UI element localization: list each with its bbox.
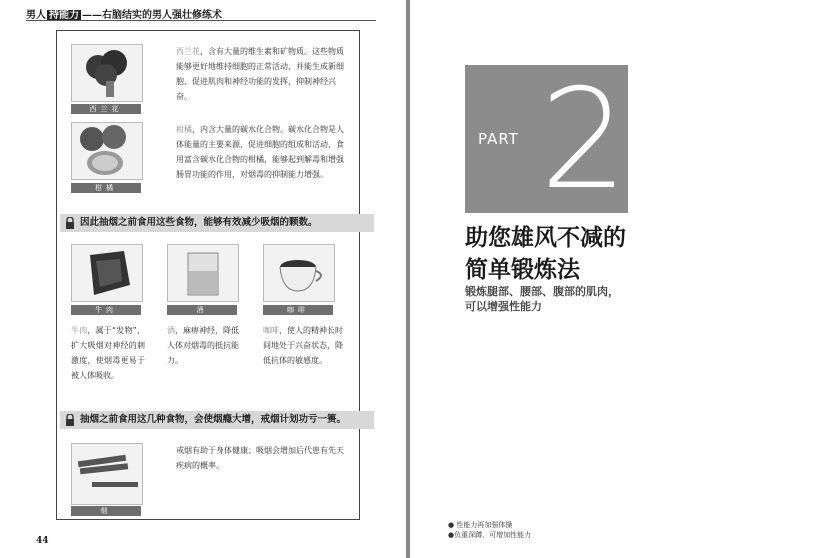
caption-broccoli: 西兰花 [71, 104, 141, 114]
broccoli-image [71, 44, 143, 102]
coffee-text: 咖啡，使人的精神长时间地处于兴奋状态，降低抗体的敏感度。 [263, 326, 343, 365]
section-item: ●负重深蹲，可增加性能力 [448, 531, 532, 539]
header-rule [26, 20, 376, 21]
subtitle-line-2: 可以增强性能力 [465, 300, 542, 313]
orange-text: 柑橘，内含大量的碳水化合物。碳水化合物是人体能量的主要来源，促进细胞的组成和活动，食用富含碳水化合物的柑橘，能够起到解毒和增强肠胃功能的作用，对烟毒的抑制能力增强。 [176, 125, 344, 179]
lock-icon [65, 414, 75, 426]
cigarette-image [71, 443, 143, 505]
beef-text: 牛肉，属于“发物”，扩大吸烟对神经的刺激度，使烟毒更易于被人体吸收。 [71, 326, 146, 380]
broccoli-text: 西兰花，含有大量的维生素和矿物质。这些物质能够更好地维持细胞的正常活动，并能生成新细胞、促进肌肉和神经功能的发挥，抑制神经兴奋。 [176, 47, 344, 101]
tip-text-2: 抽烟之前食用这几种食物，会使烟瘾大增，戒烟计划功亏一篑。 [80, 414, 347, 425]
chapter-subtitle [465, 284, 619, 314]
page-number: 44 [36, 536, 49, 546]
tip-text-1: 因此抽烟之前食用这些食物，能够有效减少吸烟的颗数。 [80, 217, 318, 228]
tip-banner-1 [60, 214, 374, 232]
chapter-title [465, 222, 626, 286]
caption-beef: 牛肉 [71, 305, 141, 315]
caption-coffee: 咖啡 [263, 305, 333, 315]
section-item: ● 性能力再加强体操 [448, 521, 513, 529]
subtitle-line-1: 锻炼腿部、腰部、腹部的肌肉， [465, 285, 619, 298]
section-list [448, 520, 531, 540]
tip-banner-2 [60, 411, 374, 429]
orange-image [71, 122, 143, 180]
caption-wine: 酒 [167, 305, 237, 315]
part-number: 2 [540, 59, 628, 220]
wine-text: 酒，麻痹神经，降低人体对烟毒的抵抗能力。 [167, 326, 239, 365]
running-header [26, 6, 222, 21]
wine-image [167, 244, 239, 302]
beef-image [71, 244, 143, 302]
lock-icon [65, 217, 75, 229]
coffee-image [263, 244, 335, 302]
header-tag: 持能力 [49, 10, 79, 21]
book-spine [406, 0, 410, 558]
part-label: PART [478, 130, 519, 148]
title-line-1: 助您雄风不减的 [465, 225, 626, 251]
cigarette-text: 戒烟有助于身体健康；吸烟会增加后代患有先天疾病的概率。 [176, 446, 344, 470]
caption-cigarette: 烟 [71, 506, 141, 516]
header-subtitle: ——右脑结实的男人强壮修练术 [82, 10, 222, 21]
header-text: 男人 [26, 10, 46, 21]
title-line-2: 简单锻炼法 [465, 257, 580, 283]
caption-orange: 柑橘 [71, 183, 141, 193]
